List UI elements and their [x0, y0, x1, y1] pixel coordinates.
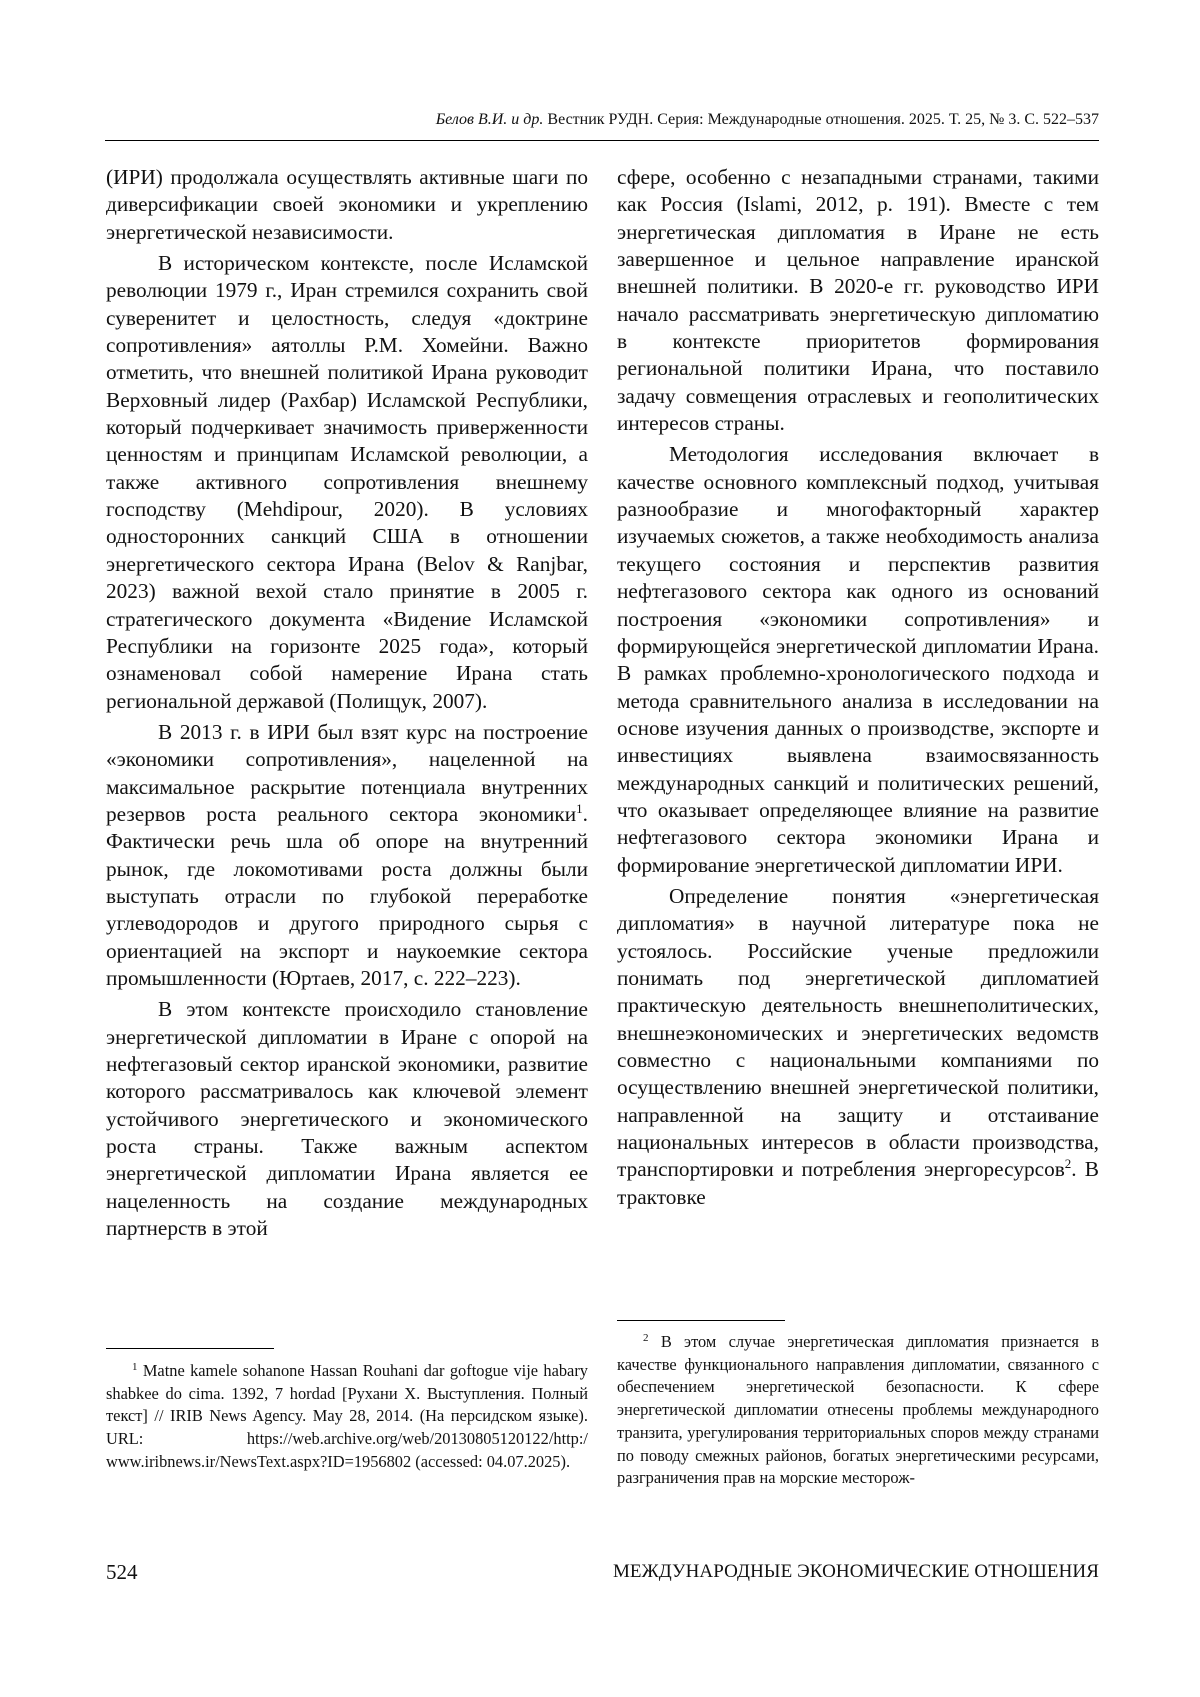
left-paragraph-3-end: . Фактически речь шла об опоре на внутренний рынок, где локомотивами роста должны были выступать отрасли по глубокой переработке углеводородов и другого природного сырья с ориентацией на экспорт и наукоемкие сектора промышленности (Юртаев, 2017, с. 222–223). [106, 801, 588, 990]
left-paragraph-3-start: В 2013 г. в ИРИ был взят курс на построение «экономики сопротивления», нацеленной на максимальное раскрытие потенциала внутренних резервов роста реального сектора экономики [106, 719, 588, 826]
left-paragraph-4: В этом контексте происходило становление энергетической дипломатии в Иране с опорой на нефтегазовый сектор иранской экономики, развитие которого рассматривалось как ключевой элемент устойчивого энергетического и экономического роста страны. Также важным аспектом энергетической дипломатии Ирана является ее нацеленность на создание международных партнерств в этой [106, 997, 588, 1241]
page-number: 524 [106, 1560, 138, 1584]
footnote-ref-1[interactable]: 1 [576, 800, 583, 816]
header-rule [105, 140, 1099, 141]
left-paragraph-2: В историческом контексте, после Исламской революции 1979 г., Иран стремился сохранить свой суверенитет и целостность, следуя «доктрине сопротивления» аятоллы Р.М. Хомейни. Важно отметить, что внешней политикой Ирана руководит Верховный лидер (Рахбар) Исламской Республики, который подчеркивает значимость приверженности ценностям и принципам Исламской революции, а также активного сопротивления внешнему господству (Mehdipour, 2020). В условиях односторонних санкций США в отношении энергетического сектора Ирана (Belov & Ranjbar, 2023) важной вехой стало принятие в 2005 г. стратегического документа «Видение Исламской Республики на горизонте 2025 года», который ознаменовал собой намерение Ирана стать региональной державой (Полищук, 2007). [106, 251, 588, 713]
right-paragraph-3 [617, 883, 1099, 1211]
header-journal: Вестник РУДН. Серия: Международные отношения. 2025. Т. 25, № 3. С. 522–537 [547, 111, 1099, 128]
footnote-2 [617, 1331, 1099, 1490]
footnote-ref-2[interactable]: 2 [1064, 1156, 1072, 1172]
left-column [106, 164, 588, 1242]
right-column [617, 164, 1099, 1211]
running-header [105, 110, 1099, 130]
left-paragraph-3 [106, 719, 588, 992]
footnote-2-text: В этом случае энергетическая дипломатия признается в качестве функционального направления дипломатии, связанного с обеспечением энергетической безопасности. К сфере энергетической дипломатии отнесены проблемы международного транзита, урегулирования территориальных споров между странами по поводу смежных районов, богатых энергетическими ресурсами, разграничения прав на морские месторож- [617, 1332, 1099, 1488]
right-paragraph-3-start: Определение понятия «энергетическая дипломатия» в научной литературе пока не устоялось. Российские ученые предложили понимать под энергетической дипломатией практическую деятельность внешнеполитических, внешнеэкономических и энергетических ведомств совместно с национальными компаниями по осуществлению внешней энергетической политики, направленной на защиту и отстаивание национальных интересов в области производства, транспортировки и потребления энергоресурсов [617, 883, 1099, 1182]
right-paragraph-2: Методология исследования включает в качестве основного комплексный подход, учитывая разнообразие и многофакторный характер изучаемых сюжетов, а также необходимость анализа текущего состояния и перспектив развития нефтегазового сектора как одного из оснований построения «экономики сопротивления» и формирующейся энергетической дипломатии Ирана. В рамках проблемно-хронологического подхода и метода сравнительного анализа в исследовании на основе изучения данных о производстве, экспорте и инвестициях выявлена взаимосвязанность международных санкций и политических решений, что оказывает определяющее влияние на развитие нефтегазового сектора экономики Ирана и формирование энергетической дипломатии ИРИ. [617, 442, 1099, 877]
footnote-rule-left [106, 1348, 274, 1349]
footnote-1-mark: 1 [132, 1361, 138, 1373]
right-paragraph-3-end: . В трактовке [617, 1157, 1099, 1209]
right-paragraph-1: сфере, особенно с незападными странами, такими как Россия (Islami, 2012, p. 191). Вместе с тем энергетическая дипломатия в Иране не есть завершенное и цельное направление иранской внешней политики. В 2020-е гг. руководство ИРИ начало рассматривать энергетическую дипломатию в контексте приоритетов формирования региональной политики Ирана, что поставило задачу совмещения отраслевых и геополитических интересов страны. [617, 165, 1099, 436]
footnote-1-text: Matne kamele sohanone Hassan Rouhani dar goftogue vije habary shabkee do cima. 1392, 7 hordad [Рухани Х. Выступления. Полный текст] // IRIB News Agency. May 28, 2014. (На персидском языке). URL: https://web.archive.org/web/20130805120122/http:/ www.iribnews.ir/NewsText.aspx?ID=1956802 (accessed: 04.07.2025). [106, 1361, 588, 1471]
footnote-rule-right [617, 1320, 785, 1321]
section-title: МЕЖДУНАРОДНЫЕ ЭКОНОМИЧЕСКИЕ ОТНОШЕНИЯ [612, 1561, 1099, 1582]
footnote-1 [106, 1360, 588, 1474]
left-paragraph-1: (ИРИ) продолжала осуществлять активные шаги по диверсификации своей экономики и укреплению энергетической независимости. [106, 165, 588, 244]
header-authors: Белов В.И. и др. [435, 111, 544, 128]
footnote-2-mark: 2 [643, 1332, 649, 1344]
